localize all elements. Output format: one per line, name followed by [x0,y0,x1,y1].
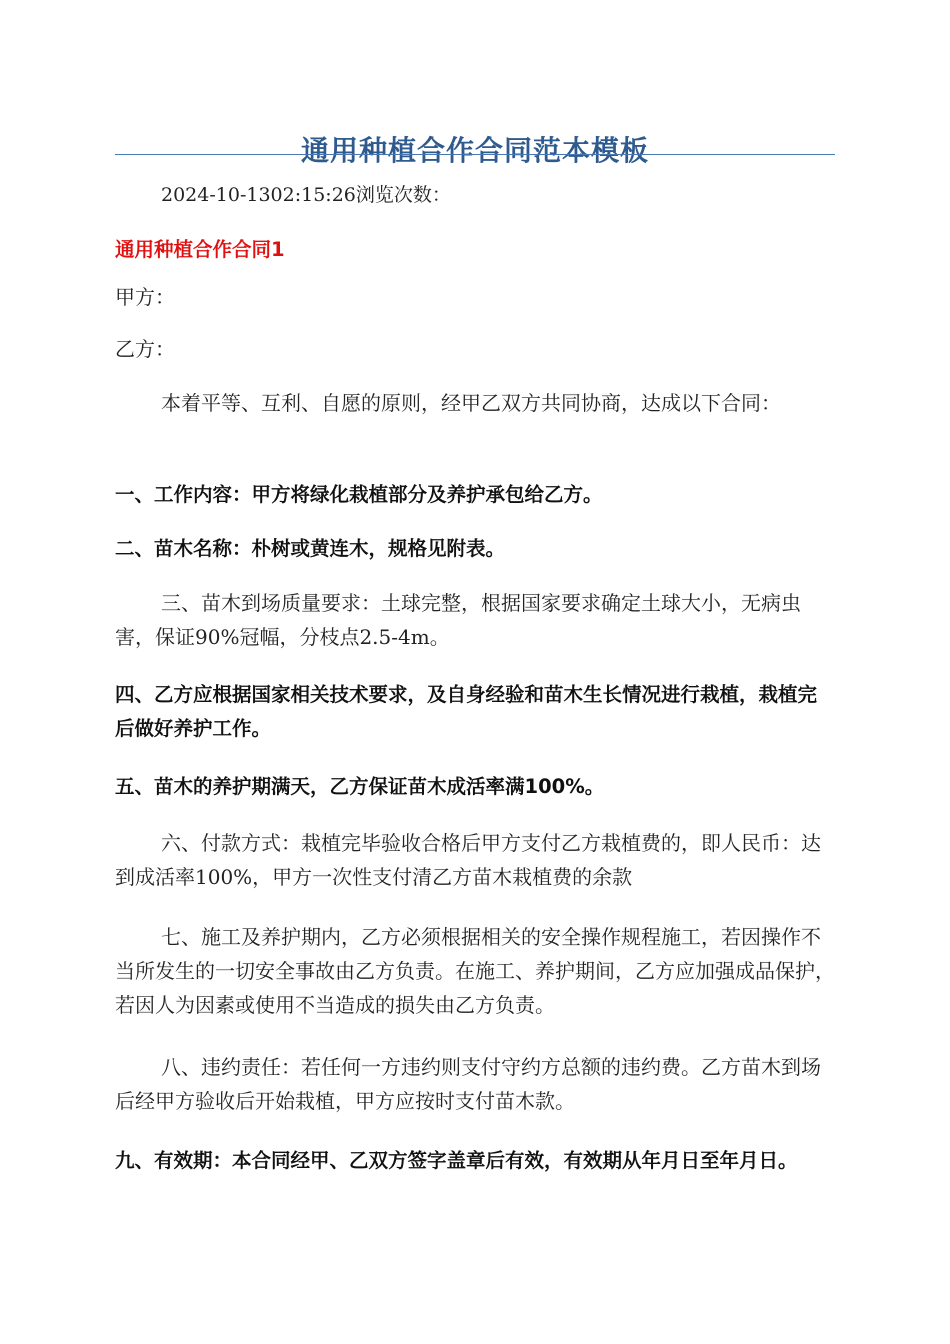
clause-9: 九、有效期：本合同经甲、乙双方签字盖章后有效，有效期从年月日至年月日。 [115,1149,798,1172]
clause-8: 八、违约责任：若任何一方违约则支付守约方总额的违约费。乙方苗木到场后经甲方验收后开始栽植，甲方应按时支付苗木款。 [115,1055,821,1113]
title-divider [115,154,835,155]
clause-1: 一、工作内容：甲方将绿化栽植部分及养护承包给乙方。 [115,483,603,506]
clause-3: 三、苗木到场质量要求：土球完整，根据国家要求确定土球大小，无病虫害，保证90%冠幅，分枝点2.5-4m。 [115,591,801,649]
clause-7: 七、施工及养护期内，乙方必须根据相关的安全操作规程施工，若因操作不当所发生的一切安全事故由乙方负责。在施工、养护期间，乙方应加强成品保护，若因人为因素或使用不当造成的损失由乙方负责。 [115,925,835,1017]
section-heading: 通用种植合作合同1 [115,238,285,261]
document-title: 通用种植合作合同范本模板 [300,133,649,167]
meta-line: 2024-10-1302:15:26浏览次数： [161,184,451,206]
clause-5: 五、苗木的养护期满天，乙方保证苗木成活率满100%。 [115,775,605,798]
preamble-paragraph: 本着平等、互利、自愿的原则，经甲乙双方共同协商，达成以下合同： [161,391,781,415]
clause-4: 四、乙方应根据国家相关技术要求，及自身经验和苗木生长情况进行栽植，栽植完后做好养护工作。 [115,683,818,740]
clause-6: 六、付款方式：栽植完毕验收合格后甲方支付乙方栽植费的，即人民币：达到成活率100%，甲方一次性支付清乙方苗木栽植费的余款 [115,831,821,889]
party-b-label: 乙方： [115,337,175,361]
party-a-label: 甲方： [115,285,175,309]
clause-2: 二、苗木名称：朴树或黄连木，规格见附表。 [115,537,506,560]
